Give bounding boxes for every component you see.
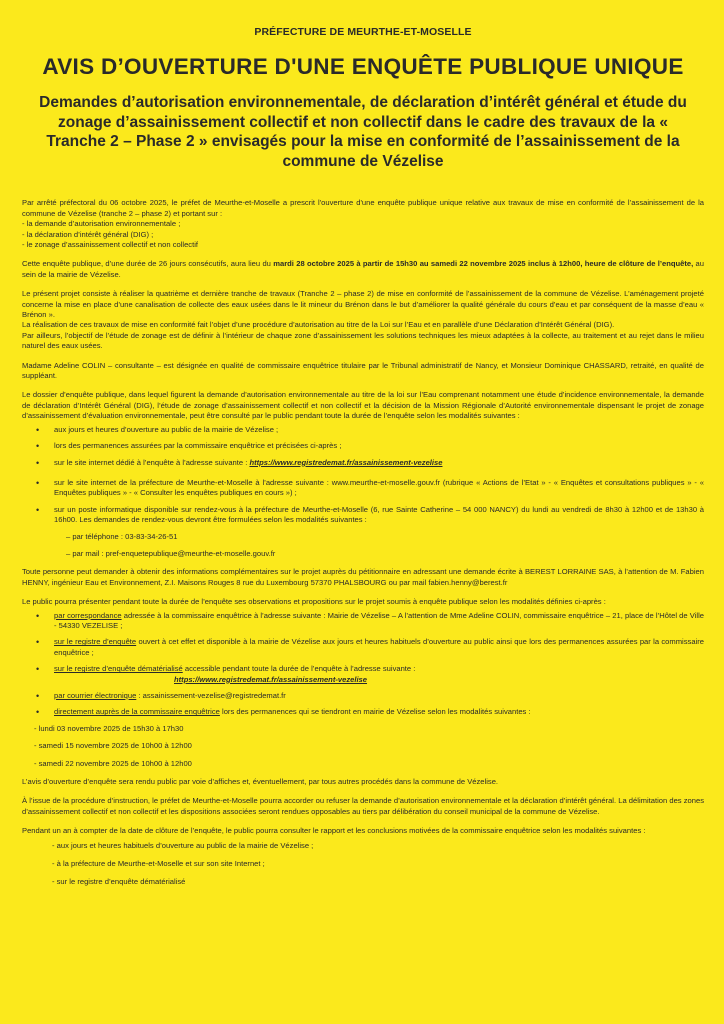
observation-list	[22, 611, 704, 769]
paragraph-commissioner: Madame Adeline COLIN – consultante – est désignée en qualité de commissaire enquêtrice titulaire par le Tribunal administratif de Nancy, et Monsieur Dominique CHASSARD, retraité, en qualité de suppléant.	[22, 360, 704, 381]
mode-label: sur le registre d’enquête dématérialisé	[54, 664, 183, 674]
paragraph-project	[22, 289, 704, 351]
appointment-options	[66, 532, 704, 560]
list-item: - sur le registre d’enquête dématérialisé	[52, 877, 186, 887]
list-item-text: ouvert à cet effet et disponible à la mairie de Vézelise aux jours et heures habituels d’ouverture au public ainsi que lors des permanences assurées par la commissaire enquêtrice ;	[54, 637, 704, 657]
paragraph-information: Toute personne peut demander à obtenir des informations complémentaires sur le projet auprès du pétitionnaire en adressant une demande écrite à BEREST LORRAINE SAS, à l’attention de M. Fabien HENNY, ingénieur Eau et Environnement, Z.I. Maisons Rouges 8 rue du Luxembourg 57370 PHALSBOURG ou par mail fabien.henny@berest.fr	[22, 567, 704, 587]
list-item-text: lors des permanences qui se tiendront en mairie de Vézelise selon les modalités suivantes :	[219, 707, 531, 717]
permanence-date: - samedi 22 novembre 2025 de 10h00 à 12h00	[34, 758, 192, 768]
mode-label: par courrier électronique	[54, 691, 137, 700]
report-list	[52, 841, 704, 888]
prefecture-header: PRÉFECTURE DE MEURTHE-ET-MOSELLE	[254, 26, 472, 38]
dates-bold: mardi 28 octobre 2025 à partir de 15h30 au samedi 22 novembre 2025 inclus à 12h00, heure de clôture de l’enquête,	[273, 259, 694, 269]
project-text: La réalisation de ces travaux de mise en conformité fait l’objet d’une procédure d’autorisation au titre de la Loi sur l’Eau et en parallèle d’une Déclaration d’Intérêt Général (DIG).	[22, 320, 615, 330]
paragraph-decree	[22, 198, 704, 250]
registre-link[interactable]: https://www.registredemat.fr/assainissement-vezelise	[249, 457, 443, 467]
dates-text: Cette enquête publique, d’une durée de 26 jours consécutifs, aura lieu du	[22, 259, 274, 269]
decree-item: - la demande d’autorisation environnementale ;	[22, 219, 181, 229]
permanence-date: - samedi 15 novembre 2025 de 10h00 à 12h00	[34, 741, 192, 751]
list-item	[54, 458, 704, 468]
phone-contact: – par téléphone : 03-83-34-26-51	[66, 531, 178, 541]
list-item-text: adressée à la commissaire enquêtrice à l’adresse suivante : Mairie de Vézelise – A l’attention de Mme Adeline COLIN, commissaire enquêtrice – 21, place de l’Hôtel de Ville - 54330 VEZELISE ;	[54, 610, 704, 630]
list-item	[34, 707, 704, 769]
paragraph-observations: Le public pourra présenter pendant toute la durée de l’enquête ses observations et propositions sur le projet soumis à enquête publique selon les modalités définies ci-après :	[22, 597, 606, 607]
list-item	[54, 505, 704, 560]
list-item-text: sur un poste informatique disponible sur rendez-vous à la préfecture de Meurthe-et-Moselle (6, rue Sainte Catherine – 54 000 NANCY) du lundi au vendredi de 8h30 à 12h00 et de 13h30 à 16h00. Les demandes de rendez-vous devront être formulées selon les modalités suivantes :	[54, 504, 704, 525]
notice-body	[22, 198, 704, 888]
permanence-date: - lundi 03 novembre 2025 de 15h30 à 17h30	[34, 723, 184, 733]
notice-title: AVIS D’OUVERTURE D'UNE ENQUÊTE PUBLIQUE UNIQUE	[42, 54, 684, 79]
paragraph-dates	[22, 259, 704, 280]
decree-item: - le zonage d’assainissement collectif et non collectif	[22, 240, 199, 249]
list-item	[54, 691, 704, 701]
decree-intro: Par arrêté préfectoral du 06 octobre 2025, le préfet de Meurthe-et-Moselle a prescrit l'ouverture d'une enquête publique unique relative aux travaux de mise en conformité de l’assainissement de la commune de Vézelise (tranche 2 – phase 2) et portant sur :	[22, 198, 704, 218]
paragraph-dossier: Le dossier d’enquête publique, dans lequel figurent la demande d’autorisation environnementale au titre de la loi sur l’Eau comprenant notamment une étude d’incidence environnementale, la demande de déclaration d’Intérêt Général (DIG), l’étude de zonage d’assainissement collectif et non collectif et la décision de la Mission Régionale d’Autorité environnementale dispensant le projet de zonage d’assainissement d’évaluation environnementale, peut être consulté par le public pendant toute la durée de l’enquête selon les modalités suivantes :	[22, 390, 704, 421]
decree-item: - la déclaration d’intérêt général (DIG) ;	[22, 229, 154, 239]
registre-link[interactable]: https://www.registredemat.fr/assainissement-vezelise	[174, 674, 368, 684]
list-item-text: accessible pendant toute la durée de l’enquête à l’adresse suivante :	[182, 664, 416, 674]
paragraph-decision: À l’issue de la procédure d’instruction, le préfet de Meurthe-et-Moselle pourra accorder ou refuser la demande d’autorisation environnementale et la déclaration d’intérêt général. La délimitation des zones d’assainissement collectif et non collectif et les dispositions associées seront rendues opposables au tiers par délibération du conseil municipal de la commune de Vézelise.	[22, 796, 704, 816]
dates-post: au sein de la mairie de Vézelise.	[22, 259, 704, 279]
list-item-text: sur le site internet dédié à l’enquête à l’adresse suivante :	[54, 457, 250, 467]
mail-contact: – par mail : pref-enquetepublique@meurthe-et-moselle.gouv.fr	[66, 548, 276, 558]
notice-subtitle: Demandes d’autorisation environnementale, de déclaration d’intérêt général et étude du zonage d’assainissement collectif et non collectif dans le cadre des travaux de la « Tranche 2 – Phase 2 » envisagés pour la mise en conformité de l’assainissement de la commune de Vézelise	[39, 94, 687, 170]
list-item: - à la préfecture de Meurthe-et-Moselle et sur son site Internet ;	[52, 859, 265, 869]
mode-label: sur le registre d’enquête	[54, 637, 137, 647]
email-address: : assainissement-vezelise@registredemat.fr	[136, 691, 286, 700]
consultation-list	[22, 425, 704, 560]
paragraph-report: Pendant un an à compter de la date de clôture de l’enquête, le public pourra consulter le rapport et les conclusions motivées de la commissaire enquêtrice selon les modalités suivantes :	[22, 826, 646, 836]
list-item: • aux jours et heures d’ouverture au public de la mairie de Vézelise ;	[54, 425, 704, 435]
list-item: - aux jours et heures habituels d’ouverture au public de la mairie de Vézelise ;	[52, 840, 314, 850]
list-item: • sur le site internet de la préfecture de Meurthe-et-Moselle à l’adresse suivante : www.meurthe-et-moselle.gouv.fr (rubrique « Actions de l’Etat » - « Enquêtes et consultations publiques » - « Enquêtes publiques » - « Consulter les enquêtes publiques en cours ») ;	[54, 478, 704, 499]
project-text: Le présent projet consiste à réaliser la quatrième et dernière tranche de travaux (Tranche 2 – phase 2) de mise en conformité de l’assainissement de la commune de Vézelise. L’aménagement projeté concerne la mise en place d’une canalisation de collecte des eaux usées dans le lit mineur du Brénon dans le but d’améliorer la qualité générale du cours d’eau et par conséquent de la masse d’eau « Brénon ».	[22, 289, 704, 320]
list-item	[54, 611, 704, 632]
paragraph-publicity: L’avis d’ouverture d’enquête sera rendu public par voie d’affiches et, éventuellement, par tous autres procédés dans la commune de Vézelise.	[22, 777, 499, 787]
mode-label: par correspondance	[54, 610, 122, 620]
list-item	[54, 637, 704, 658]
list-item: • lors des permanences assurées par la commissaire enquêtrice et précisées ci-après ;	[54, 441, 704, 451]
permanence-dates	[34, 724, 704, 769]
mode-label: directement auprès de la commissaire enquêtrice	[54, 707, 220, 717]
list-item	[54, 664, 704, 685]
project-text: Par ailleurs, l’objectif de l’étude de zonage est de définir à l’intérieur de chaque zone d’assainissement les solutions techniques les mieux adaptées à la collecte, au traitement et au rejet dans le milieu naturel des eaux usées.	[22, 330, 704, 351]
